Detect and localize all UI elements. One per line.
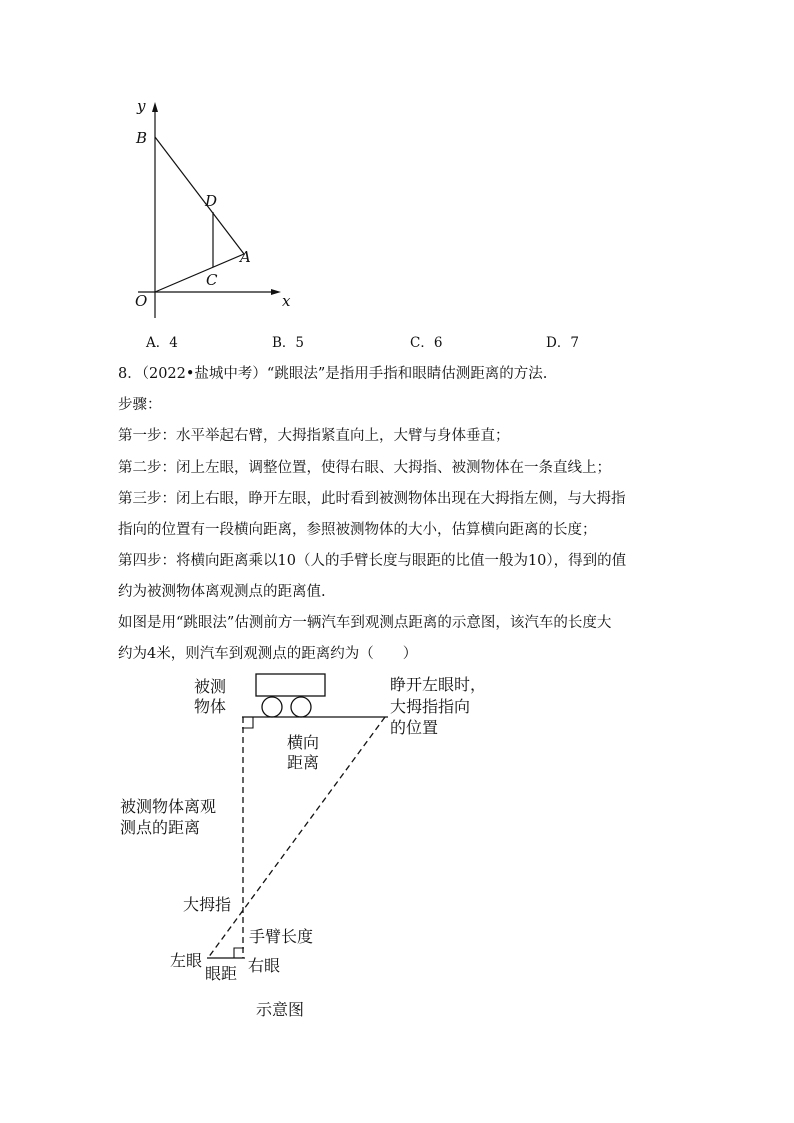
- label-a: A: [240, 248, 251, 266]
- label-dist-1: 被测物体离观: [120, 797, 217, 816]
- step-3-line-1: 第三步：闭上右眼，睁开左眼，此时看到被测物体出现在大拇指左侧，与大拇指: [118, 491, 626, 507]
- label-open-eye-3: 的位置: [390, 718, 439, 737]
- step-4-line-2: 约为被测物体离观测点的距离值.: [118, 584, 326, 600]
- label-x: x: [282, 292, 291, 310]
- label-o: O: [135, 292, 148, 310]
- option-d: D．7: [546, 335, 579, 351]
- label-arm-length: 手臂长度: [249, 927, 314, 946]
- label-b: B: [136, 129, 148, 147]
- option-a: A．4: [146, 335, 178, 351]
- label-eye-distance: 眼距: [205, 964, 238, 983]
- step-1: 第一步：水平举起右臂，大拇指紧直向上，大臂与身体垂直；: [118, 428, 510, 444]
- label-lateral-2: 距离: [287, 753, 320, 772]
- steps-label: 步骤：: [118, 397, 162, 413]
- problem-line-1: 如图是用“跳眼法”估测前方一辆汽车到观测点距离的示意图，该汽车的长度大: [118, 615, 612, 631]
- label-c: C: [206, 271, 218, 289]
- label-y: y: [137, 97, 146, 115]
- car-body: [256, 674, 325, 696]
- label-dist-2: 测点的距离: [120, 818, 201, 837]
- geometry-figure: [0, 0, 794, 330]
- step-4-line-1: 第四步：将横向距离乘以10（人的手臂长度与眼距的比值一般为10），得到的值: [118, 553, 627, 569]
- label-open-eye-1: 睁开左眼时，: [390, 675, 487, 694]
- y-axis-arrow: [152, 102, 158, 112]
- label-lateral-1: 横向: [287, 733, 320, 752]
- step-3-line-2: 指向的位置有一段横向距离，参照被测物体的大小，估算横向距离的长度；: [118, 522, 597, 538]
- x-axis-arrow: [271, 289, 281, 295]
- label-object-2: 物体: [194, 697, 227, 716]
- label-right-eye: 右眼: [248, 956, 281, 975]
- option-b: B．5: [272, 335, 305, 351]
- label-open-eye-2: 大拇指指向: [390, 697, 471, 716]
- problem-line-2: 约为4米，则汽车到观测点的距离约为（ ）: [118, 646, 418, 662]
- step-2: 第二步：闭上左眼，调整位置，使得右眼、大拇指、被测物体在一条直线上；: [118, 460, 611, 476]
- car-wheel-left: [262, 697, 282, 717]
- diagram-caption: 示意图: [256, 1000, 305, 1019]
- option-c: C．6: [410, 335, 443, 351]
- jump-eye-diagram: [0, 660, 794, 1060]
- segment-ba: [155, 137, 244, 254]
- segment-oa: [155, 254, 244, 292]
- answer-options: [0, 331, 794, 351]
- label-object-1: 被测: [194, 677, 227, 696]
- car-wheel-right: [291, 697, 311, 717]
- label-thumb: 大拇指: [183, 895, 232, 914]
- label-d: D: [205, 192, 218, 210]
- question-header: 8．（2022•盐城中考）“跳眼法”是指用手指和眼睛估测距离的方法.: [118, 366, 548, 382]
- label-left-eye: 左眼: [170, 951, 203, 970]
